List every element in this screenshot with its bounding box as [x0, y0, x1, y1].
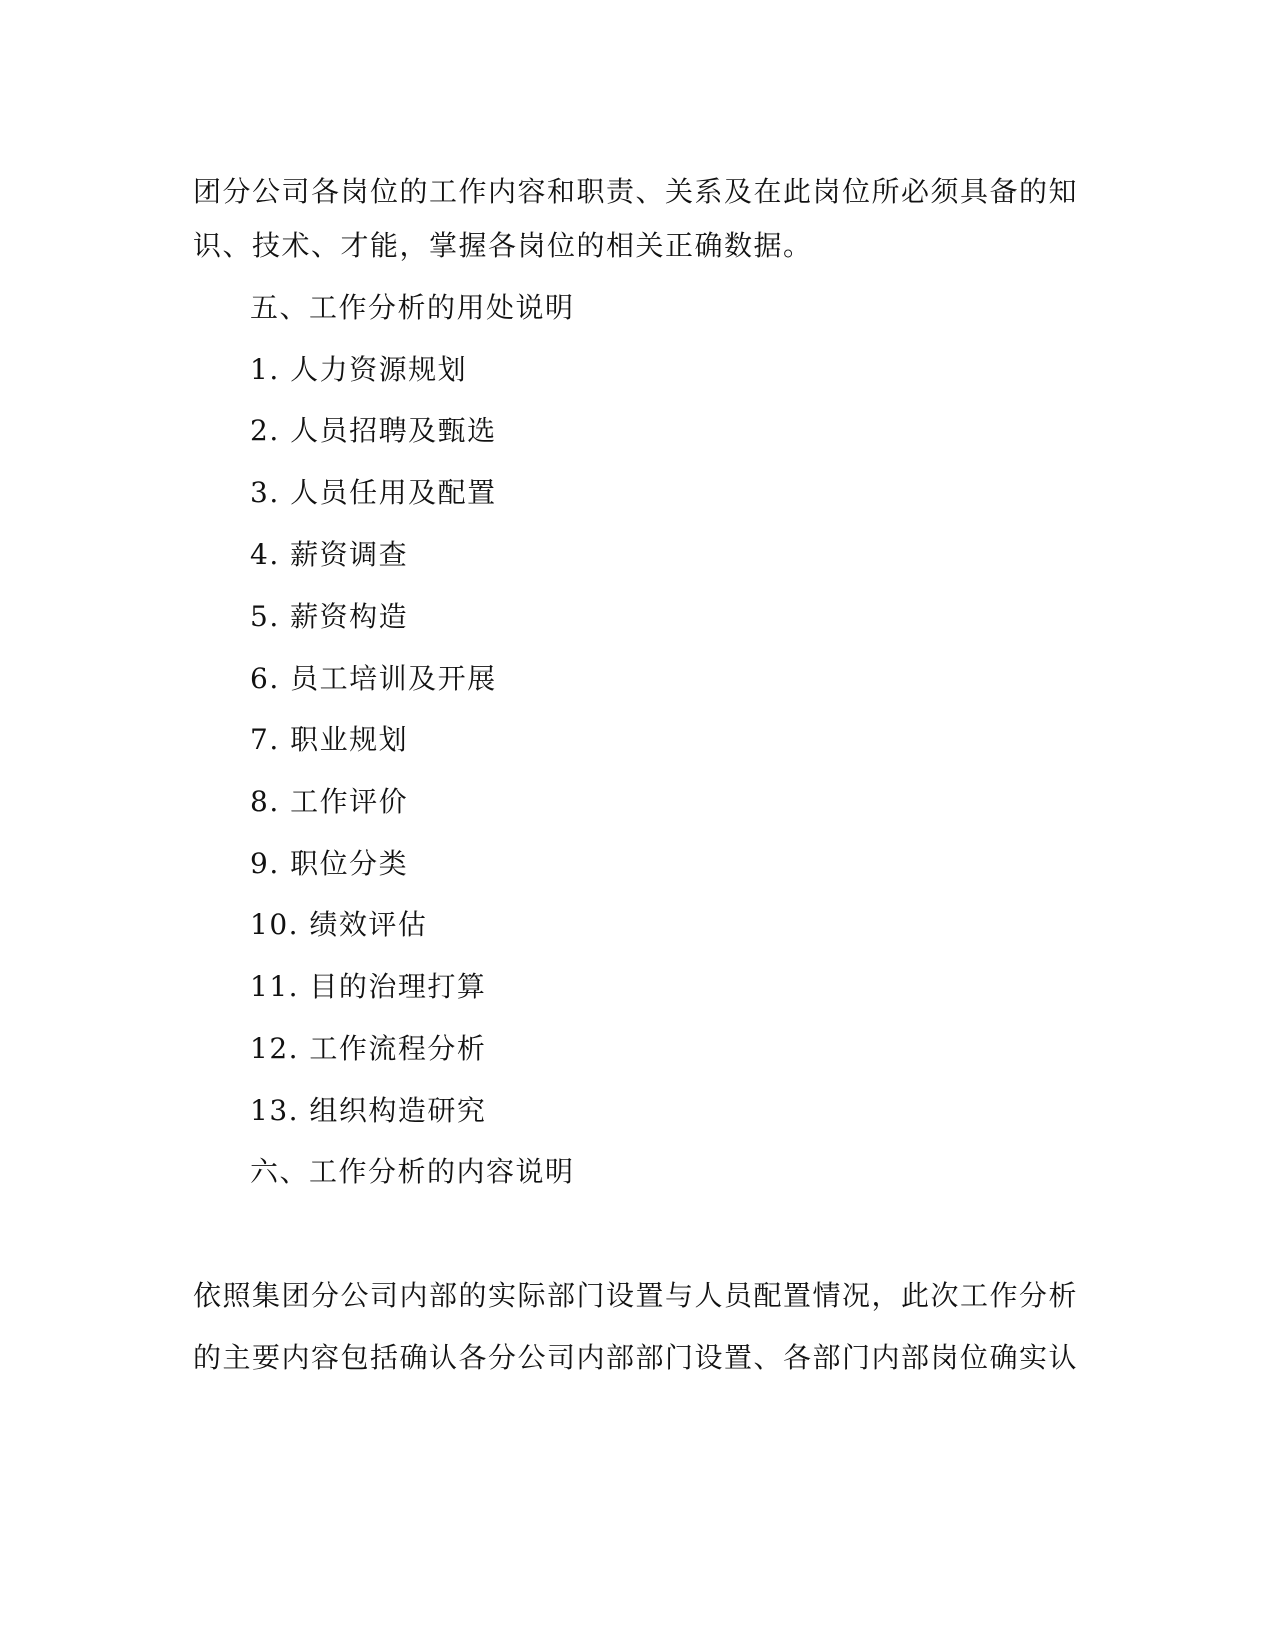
section-heading: 六、工作分析的内容说明 [250, 1155, 575, 1188]
list-item: 9. 职位分类 [250, 847, 409, 880]
paragraph-line: 依照集团分公司内部的实际部门设置与人员配置情况，此次工作分析 [193, 1279, 1079, 1312]
list-item: 8. 工作评价 [250, 785, 409, 818]
section-heading: 五、工作分析的用处说明 [250, 291, 575, 324]
list-item: 6. 员工培训及开展 [250, 662, 497, 695]
list-item: 13. 组织构造研究 [250, 1094, 487, 1127]
list-item: 12. 工作流程分析 [250, 1032, 487, 1065]
list-item: 10. 绩效评估 [250, 908, 428, 941]
list-item: 11. 目的治理打算 [250, 970, 487, 1003]
paragraph-line: 团分公司各岗位的工作内容和职责、关系及在此岗位所必须具备的知 [193, 175, 1079, 208]
list-item: 4. 薪资调查 [250, 538, 409, 571]
list-item: 1. 人力资源规划 [250, 353, 468, 386]
list-item: 5. 薪资构造 [250, 600, 409, 633]
list-item: 2. 人员招聘及甄选 [250, 414, 497, 447]
paragraph-line: 的主要内容包括确认各分公司内部部门设置、各部门内部岗位确实认 [193, 1341, 1079, 1374]
list-item: 7. 职业规划 [250, 723, 409, 756]
paragraph-line: 识、技术、才能，掌握各岗位的相关正确数据。 [193, 229, 813, 262]
list-item: 3. 人员任用及配置 [250, 476, 497, 509]
